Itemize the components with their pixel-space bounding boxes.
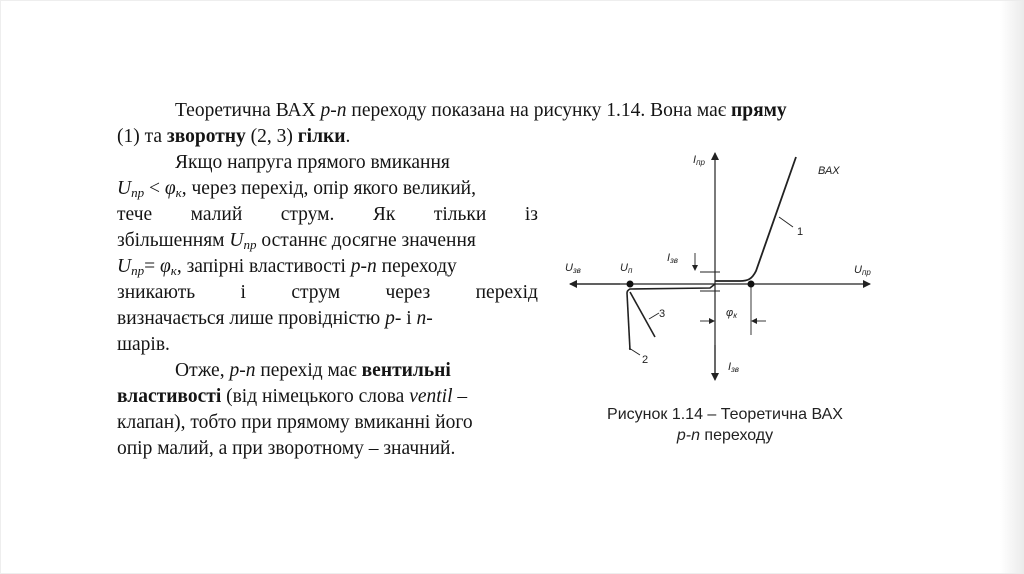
text-run: U xyxy=(117,178,132,199)
para3-line-3: клапан), тобто при прямому вмиканні його xyxy=(117,412,473,433)
text-run: < xyxy=(144,178,165,199)
word: і xyxy=(240,282,246,303)
label-i-zv-bottom: Iзв xyxy=(728,361,739,374)
text-run: вентильні xyxy=(361,360,451,381)
para3-line-2 xyxy=(117,384,538,410)
forward-branch-1 xyxy=(715,157,796,281)
text-run: U xyxy=(229,230,244,251)
text-run: пр xyxy=(243,237,257,252)
word: через xyxy=(385,282,431,303)
leader-1 xyxy=(779,217,793,227)
text-run: U xyxy=(117,256,132,277)
caption-line-2 xyxy=(560,425,890,446)
caption-pn: p-n xyxy=(676,427,700,444)
text-run: p-n xyxy=(350,256,377,277)
text-run: к xyxy=(175,185,182,200)
text-run: n- xyxy=(416,308,433,329)
word: із xyxy=(524,204,538,225)
leader-3 xyxy=(649,313,659,319)
word: тече xyxy=(117,204,153,225)
text-run: ventil xyxy=(409,386,453,407)
text-run: властивості xyxy=(117,386,222,407)
text-run: p- xyxy=(385,308,402,329)
reverse-branch-2 xyxy=(627,293,630,350)
label-phi-k: φк xyxy=(726,307,737,320)
word: Як xyxy=(372,204,396,225)
para2-line-1: Якщо напруга прямого вмикання xyxy=(175,152,450,173)
text-run: зворотну xyxy=(166,126,246,147)
label-branch-1: 1 xyxy=(797,226,804,238)
para3-line-4: опір малий, а при зворотному – значний. xyxy=(117,438,456,459)
word: тільки xyxy=(433,204,487,225)
word: малий xyxy=(190,204,243,225)
intro-line-1 xyxy=(117,98,917,124)
para2-line-6 xyxy=(117,280,538,306)
label-i-zv-top: Iзв xyxy=(667,252,678,265)
body-text-column xyxy=(117,150,538,462)
reverse-branch-3 xyxy=(630,292,655,337)
text-run: і xyxy=(401,308,417,329)
text-run: гілки xyxy=(297,126,346,147)
figure-caption xyxy=(560,404,890,446)
text-run: – xyxy=(452,386,468,407)
label-i-pr: Iпр xyxy=(693,154,705,167)
text-run: . xyxy=(345,126,351,147)
text-run: p-n xyxy=(229,360,256,381)
para2-line-4 xyxy=(117,228,538,254)
point-phi-k xyxy=(748,281,755,288)
text-run: пр xyxy=(131,185,145,200)
word: струм. xyxy=(280,204,335,225)
label-vax: ВАХ xyxy=(818,165,840,177)
text-run: пряму xyxy=(731,100,787,121)
label-u-p: Uп xyxy=(620,262,633,275)
text-run: збільшенням xyxy=(117,230,230,251)
text-run: φ xyxy=(164,178,176,199)
word: зникають xyxy=(117,282,196,303)
text-run: = xyxy=(144,256,160,277)
label-branch-2: 2 xyxy=(642,354,649,366)
text-run: , запірні властивості xyxy=(176,256,351,277)
text-run: переходу xyxy=(376,256,457,277)
text-run: перехід має xyxy=(255,360,362,381)
text-run: φ xyxy=(159,256,171,277)
text-run: p-n xyxy=(320,100,347,121)
caption-line-1: Рисунок 1.14 – Теоретична ВАХ xyxy=(607,406,843,423)
vax-diagram xyxy=(560,145,890,385)
para2-line-3 xyxy=(117,202,538,228)
label-u-pr: Uпр xyxy=(854,264,871,277)
word: перехід xyxy=(475,282,538,303)
text-run: Отже, xyxy=(175,360,230,381)
para2-line-2 xyxy=(117,176,538,202)
para2-line-7 xyxy=(117,306,538,332)
leader-2 xyxy=(629,348,640,355)
caption-text: переходу xyxy=(699,427,774,444)
text-run: Теоретична ВАХ xyxy=(175,100,321,121)
para2-line-8: шарів. xyxy=(117,334,170,355)
text-run: переходу показана на рисунку 1.14. Вона має xyxy=(346,100,731,121)
text-run: (2, 3) xyxy=(245,126,298,147)
intro-paragraph xyxy=(117,98,917,150)
text-run: визначається лише провідністю xyxy=(117,308,386,329)
text-run: (від німецького слова xyxy=(221,386,410,407)
para2-line-5 xyxy=(117,254,538,280)
text-run: , через перехід, опір якого великий, xyxy=(181,178,476,199)
para3-line-1 xyxy=(117,358,538,384)
label-branch-3: 3 xyxy=(659,308,666,320)
text-run: (1) та xyxy=(117,126,167,147)
slide-edge-shadow xyxy=(1000,0,1024,574)
vax-figure xyxy=(560,145,890,385)
text-run: пр xyxy=(131,263,145,278)
point-u-p xyxy=(627,281,634,288)
reverse-branch-flat xyxy=(627,284,715,293)
word: струм xyxy=(291,282,341,303)
text-run: останнє досягне значення xyxy=(256,230,476,251)
label-u-zv: Uзв xyxy=(565,262,581,275)
text-run: к xyxy=(170,263,177,278)
